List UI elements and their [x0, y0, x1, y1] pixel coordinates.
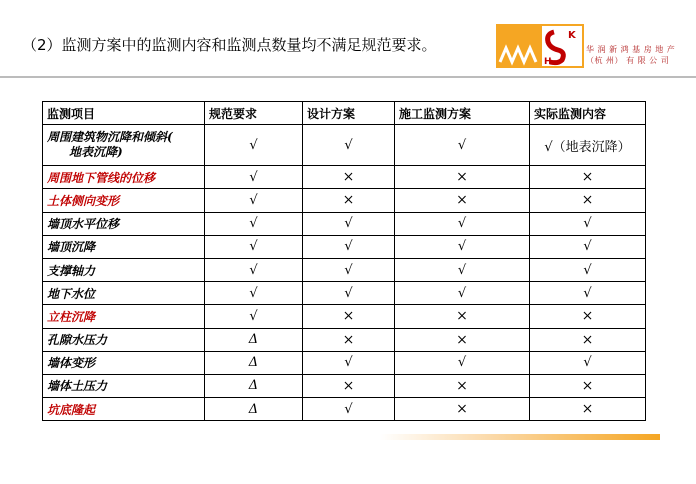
status-mark-cell: ×: [395, 328, 530, 351]
status-mark-cell: ×: [395, 166, 530, 189]
logo-letter-h: H: [544, 57, 552, 67]
table-row: [43, 328, 646, 351]
status-mark-cell: √: [303, 258, 395, 281]
status-mark-cell: ×: [395, 305, 530, 328]
logo-text-line2: （杭 州） 有 限 公 司: [586, 56, 670, 65]
monitor-item-cell: 支撑轴力: [43, 258, 205, 281]
status-mark-cell: ×: [303, 166, 395, 189]
status-mark-cell: √: [303, 125, 395, 166]
status-mark-cell: √: [530, 282, 646, 305]
monitor-item-line2: 地表沉降): [69, 145, 123, 160]
header-design-plan: 设计方案: [303, 102, 395, 125]
table-row: [43, 282, 646, 305]
logo-letter-k: K: [568, 30, 576, 41]
status-mark-cell: ×: [303, 328, 395, 351]
monitor-item-line1: 周围建筑物沉降和倾斜(: [47, 130, 173, 145]
status-mark-cell: √: [205, 189, 303, 212]
status-mark-cell: ×: [303, 374, 395, 397]
logo-mark: [496, 24, 584, 68]
company-logo: [496, 24, 686, 68]
status-mark-cell: √: [530, 235, 646, 258]
header-monitor-item: 监测项目: [43, 102, 205, 125]
status-mark-cell: ×: [530, 374, 646, 397]
status-mark-cell: ×: [530, 189, 646, 212]
status-mark-cell: ×: [530, 328, 646, 351]
status-mark-cell: Δ: [205, 374, 303, 397]
status-mark-cell: √: [205, 166, 303, 189]
monitor-item-cell: 墙顶水平位移: [43, 212, 205, 235]
status-mark-cell: ×: [530, 305, 646, 328]
logo-text-line1: 华 润 新 鸿 基 房 地 产: [586, 45, 676, 54]
table-header-row: [43, 102, 646, 125]
table-row: [43, 189, 646, 212]
table-row: [43, 305, 646, 328]
table-row: [43, 258, 646, 281]
status-mark-cell: √: [205, 212, 303, 235]
monitoring-table: [42, 101, 646, 421]
monitor-item-cell: 墙体变形: [43, 351, 205, 374]
table-row: [43, 125, 646, 166]
status-mark-cell: √: [395, 282, 530, 305]
header-construction-plan: 施工监测方案: [395, 102, 530, 125]
status-mark-cell: √: [395, 235, 530, 258]
status-mark-cell: √: [205, 235, 303, 258]
status-mark-cell: √: [395, 258, 530, 281]
status-mark-cell: Δ: [205, 398, 303, 421]
footer-accent-bar: [380, 434, 660, 440]
table-row: [43, 166, 646, 189]
table-row: [43, 398, 646, 421]
monitor-item-cell: 墙体土压力: [43, 374, 205, 397]
monitor-item-cell: 墙顶沉降: [43, 235, 205, 258]
status-mark-cell: √: [303, 398, 395, 421]
status-mark-cell: √: [205, 258, 303, 281]
status-mark-cell: √: [303, 351, 395, 374]
status-mark-cell: √: [205, 282, 303, 305]
header-actual-monitoring: 实际监测内容: [530, 102, 646, 125]
status-mark-cell: √: [303, 212, 395, 235]
monitor-item-cell: 立柱沉降: [43, 305, 205, 328]
header-spec-requirement: 规范要求: [205, 102, 303, 125]
status-mark-cell: √: [530, 351, 646, 374]
status-mark-cell: √: [530, 212, 646, 235]
status-mark-cell: Δ: [205, 328, 303, 351]
status-mark-cell: ×: [530, 166, 646, 189]
monitor-item-cell: 周围地下管线的位移: [43, 166, 205, 189]
status-mark-cell: Δ: [205, 351, 303, 374]
status-mark-cell: ×: [395, 398, 530, 421]
monitor-item-cell: 土体侧向变形: [43, 189, 205, 212]
status-mark-cell: √: [395, 351, 530, 374]
status-mark-cell: √: [303, 235, 395, 258]
table-row: [43, 374, 646, 397]
status-mark-cell: √: [303, 282, 395, 305]
monitor-item-cell: 坑底隆起: [43, 398, 205, 421]
status-mark-cell: ×: [395, 189, 530, 212]
status-mark-cell: √: [205, 125, 303, 166]
table-row: [43, 351, 646, 374]
status-mark-cell: ×: [395, 374, 530, 397]
status-mark-cell: √（地表沉降）: [530, 125, 646, 166]
table-row: [43, 235, 646, 258]
status-mark-cell: ×: [303, 305, 395, 328]
header-divider: [0, 76, 696, 78]
status-mark-cell: √: [395, 212, 530, 235]
status-mark-cell: √: [530, 258, 646, 281]
status-mark-cell: √: [395, 125, 530, 166]
status-mark-cell: √: [205, 305, 303, 328]
slide-title: （2）监测方案中的监测内容和监测点数量均不满足规范要求。: [22, 36, 437, 54]
monitor-item-cell: 孔隙水压力: [43, 328, 205, 351]
status-mark-cell: ×: [530, 398, 646, 421]
monitor-item-cell: 地下水位: [43, 282, 205, 305]
table-row: [43, 212, 646, 235]
monitor-item-cell: [43, 125, 205, 166]
status-mark-cell: ×: [303, 189, 395, 212]
